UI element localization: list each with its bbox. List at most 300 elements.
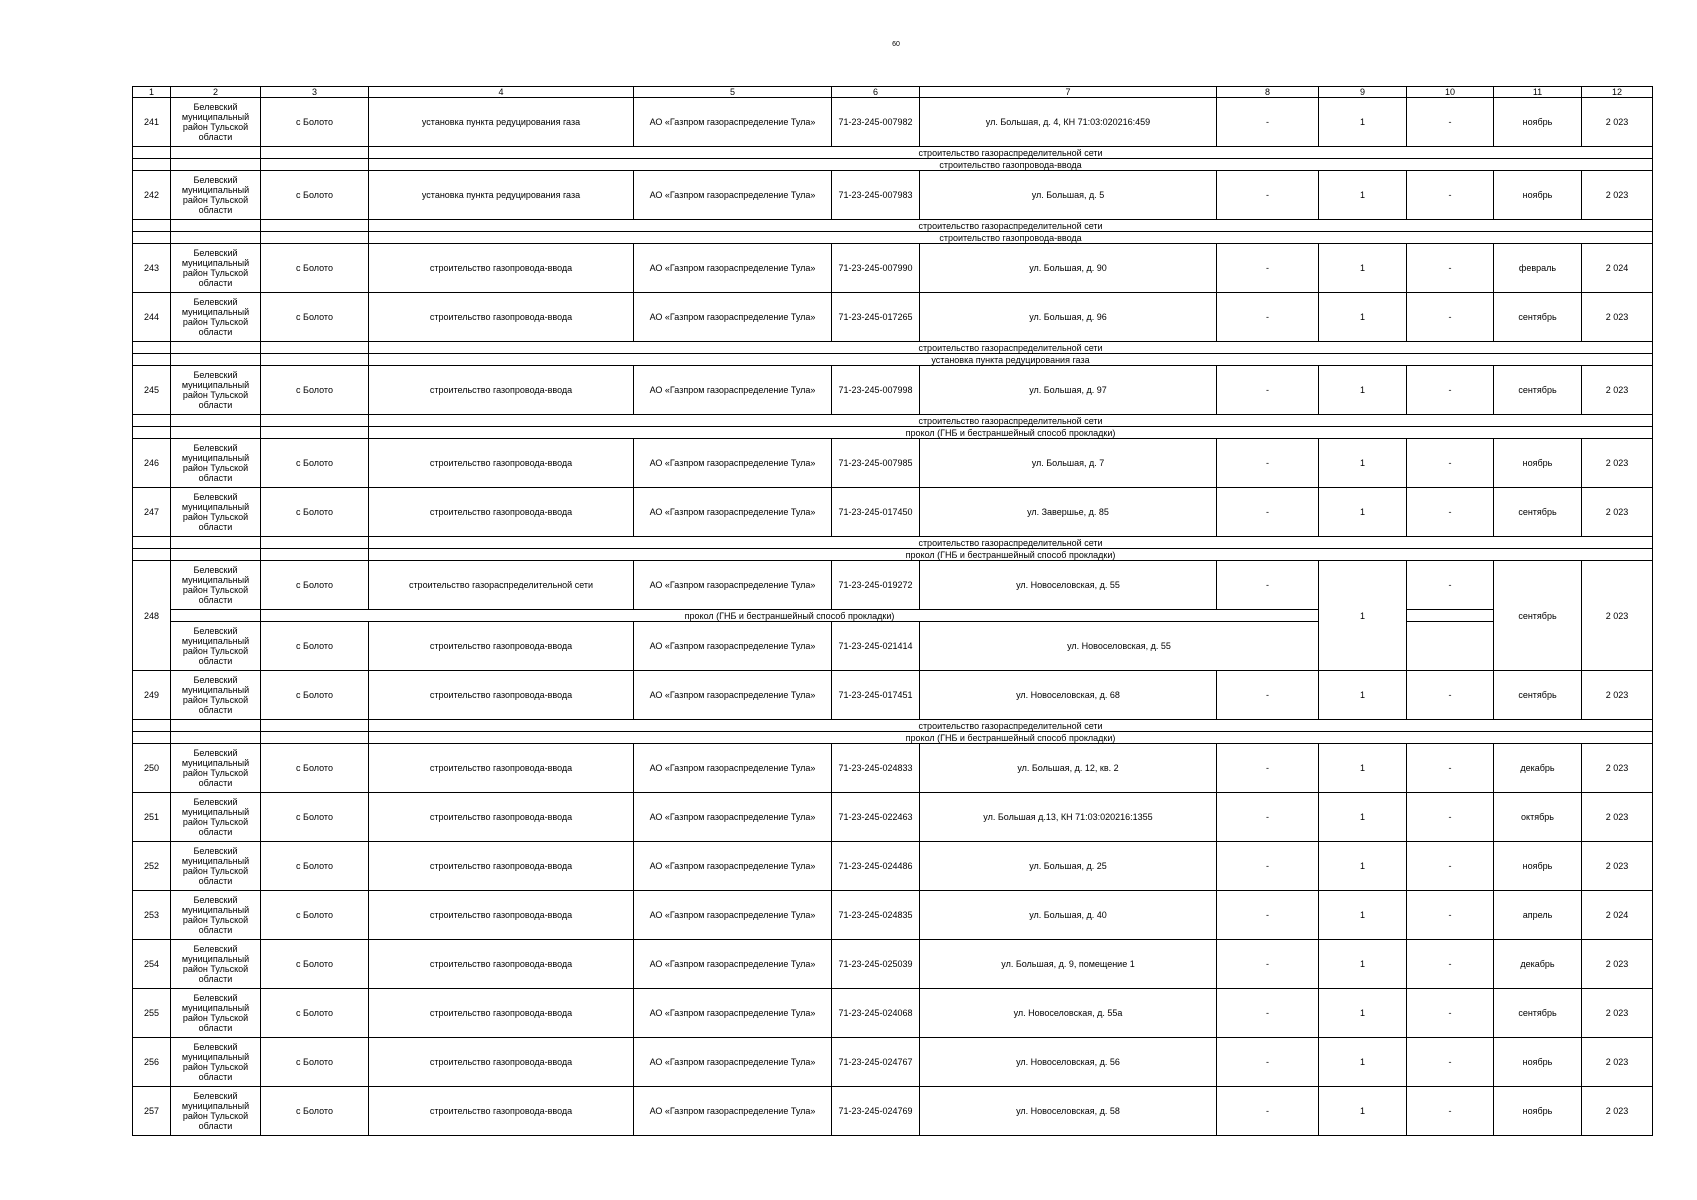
organization-cell: АО «Газпром газораспределение Тула» <box>634 793 832 842</box>
subwork-label-cell: прокол (ГНБ и бестраншейный способ прокладки) <box>261 610 1319 622</box>
district-cell: Белевский муниципальный район Тульской области <box>171 1087 261 1136</box>
organization-cell: АО «Газпром газораспределение Тула» <box>634 989 832 1038</box>
settlement-cell: с Болото <box>261 989 369 1038</box>
subwork-row <box>133 342 1653 354</box>
month-cell: декабрь <box>1494 744 1582 793</box>
col10-cell <box>1407 622 1494 671</box>
empty-cell <box>133 342 171 354</box>
work-type-cell: строительство газопровода-ввода <box>369 366 634 415</box>
col10-cell: - <box>1407 1038 1494 1087</box>
work-type-cell: строительство газопровода-ввода <box>369 1038 634 1087</box>
empty-cell <box>261 342 369 354</box>
col8-cell: - <box>1217 439 1319 488</box>
row-number-cell: 257 <box>133 1087 171 1136</box>
address-cell: ул. Большая, д. 96 <box>920 293 1217 342</box>
settlement-cell: с Болото <box>261 842 369 891</box>
col9-cell: 1 <box>1319 989 1407 1038</box>
organization-cell: АО «Газпром газораспределение Тула» <box>634 940 832 989</box>
table-row <box>133 293 1653 342</box>
district-cell: Белевский муниципальный район Тульской области <box>171 244 261 293</box>
settlement-cell: с Болото <box>261 1087 369 1136</box>
col8-cell: - <box>1217 744 1319 793</box>
row-number-cell: 251 <box>133 793 171 842</box>
empty-cell <box>133 415 171 427</box>
work-type-cell: строительство газопровода-ввода <box>369 891 634 940</box>
address-cell: ул. Новоселовская, д. 55а <box>920 989 1217 1038</box>
month-cell: сентябрь <box>1494 366 1582 415</box>
address-cell: ул. Большая, д. 97 <box>920 366 1217 415</box>
year-cell: 2 023 <box>1582 842 1653 891</box>
table-row <box>133 171 1653 220</box>
year-cell: 2 023 <box>1582 366 1653 415</box>
district-cell: Белевский муниципальный район Тульской области <box>171 366 261 415</box>
table-row <box>133 891 1653 940</box>
col9-cell: 1 <box>1319 671 1407 720</box>
subwork-row <box>133 147 1653 159</box>
col8-cell: - <box>1217 98 1319 147</box>
empty-cell <box>261 147 369 159</box>
row-number-cell: 247 <box>133 488 171 537</box>
row-number-cell: 241 <box>133 98 171 147</box>
organization-cell: АО «Газпром газораспределение Тула» <box>634 1087 832 1136</box>
empty-cell <box>171 232 261 244</box>
organization-cell: АО «Газпром газораспределение Тула» <box>634 171 832 220</box>
year-cell: 2 023 <box>1582 1038 1653 1087</box>
row-number-cell: 256 <box>133 1038 171 1087</box>
col-header: 11 <box>1494 87 1582 98</box>
table-row <box>133 561 1653 610</box>
col9-cell: 1 <box>1319 940 1407 989</box>
work-type-cell: строительство газопровода-ввода <box>369 671 634 720</box>
col10-cell: - <box>1407 98 1494 147</box>
col8-cell: - <box>1217 561 1319 610</box>
col8-cell: - <box>1217 488 1319 537</box>
col9-cell: 1 <box>1319 793 1407 842</box>
application-id-cell: 71-23-245-007998 <box>832 366 920 415</box>
col10-cell: - <box>1407 793 1494 842</box>
month-cell: ноябрь <box>1494 1038 1582 1087</box>
month-cell: сентябрь <box>1494 989 1582 1038</box>
col10-cell: - <box>1407 439 1494 488</box>
settlement-cell: с Болото <box>261 98 369 147</box>
organization-cell: АО «Газпром газораспределение Тула» <box>634 488 832 537</box>
page-number: 60 <box>892 41 900 48</box>
col10-cell: - <box>1407 671 1494 720</box>
empty-cell <box>133 720 171 732</box>
application-id-cell: 71-23-245-019272 <box>832 561 920 610</box>
col9-cell: 1 <box>1319 1038 1407 1087</box>
table-row <box>133 793 1653 842</box>
row-number-cell: 245 <box>133 366 171 415</box>
subwork-label-cell: строительство газораспределительной сети <box>369 147 1653 159</box>
district-cell: Белевский муниципальный район Тульской области <box>171 671 261 720</box>
empty-cell <box>171 549 261 561</box>
work-type-cell: строительство газопровода-ввода <box>369 439 634 488</box>
table-row <box>133 989 1653 1038</box>
row-number-cell: 248 <box>133 561 171 671</box>
settlement-cell: с Болото <box>261 622 369 671</box>
subwork-row <box>133 610 1653 622</box>
col-header: 9 <box>1319 87 1407 98</box>
empty-cell <box>171 732 261 744</box>
settlement-cell: с Болото <box>261 671 369 720</box>
district-cell: Белевский муниципальный район Тульской области <box>171 989 261 1038</box>
district-cell: Белевский муниципальный район Тульской области <box>171 561 261 610</box>
work-type-cell: строительство газопровода-ввода <box>369 1087 634 1136</box>
work-type-cell: строительство газопровода-ввода <box>369 622 634 671</box>
application-id-cell: 71-23-245-017450 <box>832 488 920 537</box>
row-number-cell: 254 <box>133 940 171 989</box>
col9-cell: 1 <box>1319 366 1407 415</box>
empty-cell <box>261 415 369 427</box>
empty-cell <box>261 549 369 561</box>
col8-cell: - <box>1217 793 1319 842</box>
col10-cell: - <box>1407 244 1494 293</box>
year-cell: 2 023 <box>1582 98 1653 147</box>
work-type-cell: строительство газопровода-ввода <box>369 793 634 842</box>
table-row <box>133 488 1653 537</box>
application-id-cell: 71-23-245-024486 <box>832 842 920 891</box>
address-cell: ул. Новоселовская, д. 58 <box>920 1087 1217 1136</box>
subwork-row <box>133 720 1653 732</box>
month-cell: сентябрь <box>1494 293 1582 342</box>
work-type-cell: строительство газопровода-ввода <box>369 488 634 537</box>
empty-cell <box>171 220 261 232</box>
settlement-cell: с Болото <box>261 439 369 488</box>
month-cell: декабрь <box>1494 940 1582 989</box>
work-type-cell: строительство газопровода-ввода <box>369 989 634 1038</box>
col9-cell: 1 <box>1319 561 1407 671</box>
empty-cell <box>261 427 369 439</box>
empty-cell <box>133 354 171 366</box>
application-id-cell: 71-23-245-007982 <box>832 98 920 147</box>
col8-cell: - <box>1217 1038 1319 1087</box>
empty-cell <box>171 720 261 732</box>
address-cell: ул. Большая, д. 4, КН 71:03:020216:459 <box>920 98 1217 147</box>
work-type-cell: строительство газопровода-ввода <box>369 244 634 293</box>
table-row <box>133 671 1653 720</box>
row-number-cell: 242 <box>133 171 171 220</box>
col10-cell: - <box>1407 171 1494 220</box>
col10-cell <box>1407 610 1494 622</box>
year-cell: 2 023 <box>1582 940 1653 989</box>
district-cell: Белевский муниципальный район Тульской области <box>171 744 261 793</box>
subwork-row <box>133 354 1653 366</box>
col9-cell: 1 <box>1319 244 1407 293</box>
settlement-cell: с Болото <box>261 171 369 220</box>
address-cell: ул. Большая, д. 5 <box>920 171 1217 220</box>
settlement-cell: с Болото <box>261 244 369 293</box>
col8-cell: - <box>1217 940 1319 989</box>
subwork-label-cell: строительство газораспределительной сети <box>369 220 1653 232</box>
col8-cell: - <box>1217 244 1319 293</box>
settlement-cell: с Болото <box>261 561 369 610</box>
col10-cell: - <box>1407 1087 1494 1136</box>
col8-cell: - <box>1217 1087 1319 1136</box>
settlement-cell: с Болото <box>261 1038 369 1087</box>
empty-cell <box>171 610 261 622</box>
col10-cell: - <box>1407 293 1494 342</box>
month-cell: ноябрь <box>1494 842 1582 891</box>
application-id-cell: 71-23-245-024068 <box>832 989 920 1038</box>
col-header: 3 <box>261 87 369 98</box>
col9-cell: 1 <box>1319 842 1407 891</box>
col8-cell: - <box>1217 891 1319 940</box>
table-row <box>133 244 1653 293</box>
organization-cell: АО «Газпром газораспределение Тула» <box>634 671 832 720</box>
col-header: 5 <box>634 87 832 98</box>
subwork-row <box>133 159 1653 171</box>
application-id-cell: 71-23-245-024833 <box>832 744 920 793</box>
year-cell: 2 023 <box>1582 671 1653 720</box>
table-row <box>133 940 1653 989</box>
year-cell: 2 023 <box>1582 439 1653 488</box>
col-header: 10 <box>1407 87 1494 98</box>
district-cell: Белевский муниципальный район Тульской области <box>171 1038 261 1087</box>
year-cell: 2 024 <box>1582 244 1653 293</box>
subwork-row <box>133 537 1653 549</box>
table-row <box>133 366 1653 415</box>
settlement-cell: с Болото <box>261 293 369 342</box>
address-cell: ул. Новоселовская, д. 56 <box>920 1038 1217 1087</box>
application-id-cell: 71-23-245-021414 <box>832 622 920 671</box>
organization-cell: АО «Газпром газораспределение Тула» <box>634 98 832 147</box>
col9-cell: 1 <box>1319 1087 1407 1136</box>
empty-cell <box>261 159 369 171</box>
month-cell: ноябрь <box>1494 98 1582 147</box>
col10-cell: - <box>1407 940 1494 989</box>
subwork-label-cell: строительство газопровода-ввода <box>369 159 1653 171</box>
empty-cell <box>171 354 261 366</box>
year-cell: 2 023 <box>1582 1087 1653 1136</box>
work-type-cell: строительство газораспределительной сети <box>369 561 634 610</box>
col9-cell: 1 <box>1319 98 1407 147</box>
col-header: 1 <box>133 87 171 98</box>
settlement-cell: с Болото <box>261 366 369 415</box>
col8-cell: - <box>1217 171 1319 220</box>
month-cell: ноябрь <box>1494 171 1582 220</box>
month-cell: сентябрь <box>1494 488 1582 537</box>
col9-cell: 1 <box>1319 744 1407 793</box>
address-cell: ул. Завершье, д. 85 <box>920 488 1217 537</box>
work-type-cell: строительство газопровода-ввода <box>369 744 634 793</box>
year-cell: 2 023 <box>1582 171 1653 220</box>
subwork-row <box>133 549 1653 561</box>
col8-cell: - <box>1217 293 1319 342</box>
empty-cell <box>171 537 261 549</box>
organization-cell: АО «Газпром газораспределение Тула» <box>634 561 832 610</box>
empty-cell <box>261 732 369 744</box>
month-cell: сентябрь <box>1494 671 1582 720</box>
subwork-row <box>133 232 1653 244</box>
month-cell: октябрь <box>1494 793 1582 842</box>
application-id-cell: 71-23-245-024767 <box>832 1038 920 1087</box>
empty-cell <box>133 220 171 232</box>
subwork-label-cell: строительство газораспределительной сети <box>369 720 1653 732</box>
empty-cell <box>171 342 261 354</box>
application-id-cell: 71-23-245-024835 <box>832 891 920 940</box>
col-header: 4 <box>369 87 634 98</box>
row-number-cell: 244 <box>133 293 171 342</box>
organization-cell: АО «Газпром газораспределение Тула» <box>634 366 832 415</box>
organization-cell: АО «Газпром газораспределение Тула» <box>634 744 832 793</box>
header-row <box>133 87 1653 98</box>
settlement-cell: с Болото <box>261 488 369 537</box>
district-cell: Белевский муниципальный район Тульской области <box>171 293 261 342</box>
organization-cell: АО «Газпром газораспределение Тула» <box>634 439 832 488</box>
month-cell: ноябрь <box>1494 439 1582 488</box>
empty-cell <box>133 427 171 439</box>
row-number-cell: 246 <box>133 439 171 488</box>
settlement-cell: с Болото <box>261 891 369 940</box>
col-header: 6 <box>832 87 920 98</box>
subwork-label-cell: прокол (ГНБ и бестраншейный способ прокладки) <box>369 549 1653 561</box>
col-header: 2 <box>171 87 261 98</box>
empty-cell <box>133 232 171 244</box>
district-cell: Белевский муниципальный район Тульской области <box>171 98 261 147</box>
table-row <box>133 842 1653 891</box>
row-number-cell: 253 <box>133 891 171 940</box>
col8-cell: - <box>1217 671 1319 720</box>
application-id-cell: 71-23-245-022463 <box>832 793 920 842</box>
empty-cell <box>261 220 369 232</box>
address-cell: ул. Новоселовская, д. 55 <box>920 561 1217 610</box>
year-cell: 2 023 <box>1582 488 1653 537</box>
address-cell: ул. Большая, д. 9, помещение 1 <box>920 940 1217 989</box>
district-cell: Белевский муниципальный район Тульской области <box>171 488 261 537</box>
subwork-label-cell: строительство газораспределительной сети <box>369 537 1653 549</box>
table-row <box>133 744 1653 793</box>
subwork-row <box>133 427 1653 439</box>
empty-cell <box>133 537 171 549</box>
month-cell: февраль <box>1494 244 1582 293</box>
work-type-cell: установка пункта редуцирования газа <box>369 171 634 220</box>
row-number-cell: 252 <box>133 842 171 891</box>
subwork-row <box>133 415 1653 427</box>
col9-cell: 1 <box>1319 171 1407 220</box>
table-row <box>133 1087 1653 1136</box>
col10-cell: - <box>1407 561 1494 610</box>
empty-cell <box>133 147 171 159</box>
application-id-cell: 71-23-245-024769 <box>832 1087 920 1136</box>
year-cell: 2 024 <box>1582 891 1653 940</box>
empty-cell <box>171 415 261 427</box>
table-row <box>133 622 1653 671</box>
empty-cell <box>133 549 171 561</box>
subwork-row <box>133 220 1653 232</box>
subwork-label-cell: строительство газораспределительной сети <box>369 415 1653 427</box>
empty-cell <box>261 354 369 366</box>
table-row <box>133 1038 1653 1087</box>
table-body <box>133 87 1653 1136</box>
col10-cell: - <box>1407 488 1494 537</box>
organization-cell: АО «Газпром газораспределение Тула» <box>634 1038 832 1087</box>
empty-cell <box>261 537 369 549</box>
month-cell: сентябрь <box>1494 561 1582 671</box>
district-cell: Белевский муниципальный район Тульской области <box>171 842 261 891</box>
table-row <box>133 439 1653 488</box>
subwork-label-cell: установка пункта редуцирования газа <box>369 354 1653 366</box>
col10-cell: - <box>1407 891 1494 940</box>
year-cell: 2 023 <box>1582 561 1653 671</box>
address-cell: ул. Большая д.13, КН 71:03:020216:1355 <box>920 793 1217 842</box>
gas-works-table <box>132 86 1653 1136</box>
district-cell: Белевский муниципальный район Тульской области <box>171 940 261 989</box>
application-id-cell: 71-23-245-007983 <box>832 171 920 220</box>
district-cell: Белевский муниципальный район Тульской области <box>171 171 261 220</box>
col8-cell: - <box>1217 989 1319 1038</box>
settlement-cell: с Болото <box>261 793 369 842</box>
empty-cell <box>261 720 369 732</box>
empty-cell <box>133 159 171 171</box>
row-number-cell: 250 <box>133 744 171 793</box>
subwork-row <box>133 732 1653 744</box>
address-cell: ул. Большая, д. 7 <box>920 439 1217 488</box>
col9-cell: 1 <box>1319 488 1407 537</box>
row-number-cell: 249 <box>133 671 171 720</box>
col9-cell: 1 <box>1319 293 1407 342</box>
empty-cell <box>261 232 369 244</box>
work-type-cell: строительство газопровода-ввода <box>369 842 634 891</box>
work-type-cell: строительство газопровода-ввода <box>369 940 634 989</box>
organization-cell: АО «Газпром газораспределение Тула» <box>634 293 832 342</box>
year-cell: 2 023 <box>1582 793 1653 842</box>
empty-cell <box>133 732 171 744</box>
organization-cell: АО «Газпром газораспределение Тула» <box>634 842 832 891</box>
year-cell: 2 023 <box>1582 293 1653 342</box>
col9-cell: 1 <box>1319 439 1407 488</box>
district-cell: Белевский муниципальный район Тульской области <box>171 793 261 842</box>
application-id-cell: 71-23-245-007990 <box>832 244 920 293</box>
settlement-cell: с Болото <box>261 744 369 793</box>
col-header: 12 <box>1582 87 1653 98</box>
month-cell: апрель <box>1494 891 1582 940</box>
address-cell: ул. Новоселовская, д. 55 <box>920 622 1319 671</box>
col10-cell: - <box>1407 842 1494 891</box>
subwork-label-cell: строительство газораспределительной сети <box>369 342 1653 354</box>
year-cell: 2 023 <box>1582 744 1653 793</box>
col8-cell: - <box>1217 842 1319 891</box>
empty-cell <box>171 427 261 439</box>
col-header: 8 <box>1217 87 1319 98</box>
row-number-cell: 243 <box>133 244 171 293</box>
col8-cell: - <box>1217 366 1319 415</box>
district-cell: Белевский муниципальный район Тульской области <box>171 622 261 671</box>
subwork-label-cell: прокол (ГНБ и бестраншейный способ прокладки) <box>369 427 1653 439</box>
district-cell: Белевский муниципальный район Тульской области <box>171 891 261 940</box>
work-type-cell: строительство газопровода-ввода <box>369 293 634 342</box>
organization-cell: АО «Газпром газораспределение Тула» <box>634 622 832 671</box>
application-id-cell: 71-23-245-017451 <box>832 671 920 720</box>
settlement-cell: с Болото <box>261 940 369 989</box>
col-header: 7 <box>920 87 1217 98</box>
col10-cell: - <box>1407 366 1494 415</box>
address-cell: ул. Новоселовская, д. 68 <box>920 671 1217 720</box>
address-cell: ул. Большая, д. 40 <box>920 891 1217 940</box>
subwork-label-cell: прокол (ГНБ и бестраншейный способ прокладки) <box>369 732 1653 744</box>
address-cell: ул. Большая, д. 25 <box>920 842 1217 891</box>
address-cell: ул. Большая, д. 12, кв. 2 <box>920 744 1217 793</box>
subwork-label-cell: строительство газопровода-ввода <box>369 232 1653 244</box>
col9-cell: 1 <box>1319 891 1407 940</box>
organization-cell: АО «Газпром газораспределение Тула» <box>634 244 832 293</box>
table-row <box>133 98 1653 147</box>
col10-cell: - <box>1407 744 1494 793</box>
address-cell: ул. Большая, д. 90 <box>920 244 1217 293</box>
year-cell: 2 023 <box>1582 989 1653 1038</box>
work-type-cell: установка пункта редуцирования газа <box>369 98 634 147</box>
col10-cell: - <box>1407 989 1494 1038</box>
